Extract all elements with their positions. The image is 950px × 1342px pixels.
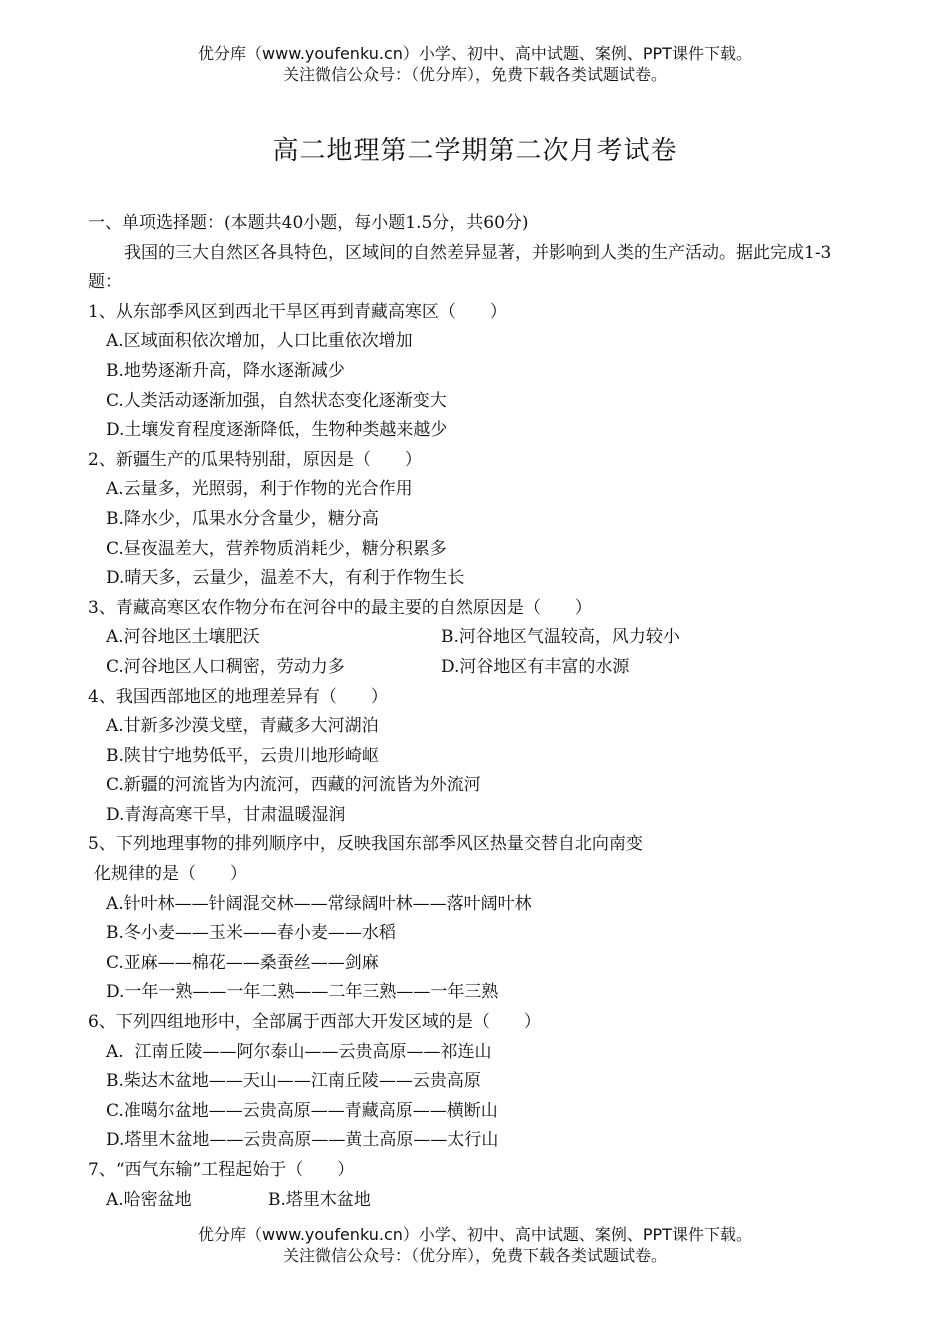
question-stem: 5、下列地理事物的排列顺序中，反映我国东部季风区热量交替自北向南变: [88, 834, 643, 855]
option-b: B.柴达木盆地——天山——江南丘陵——云贵高原: [106, 1071, 481, 1092]
question-stem: 6、下列四组地形中，全部属于西部大开发区域的是（ ）: [88, 1012, 541, 1033]
option-a: A.云量多，光照弱，利于作物的光合作用: [106, 479, 413, 500]
option-d: D.青海高寒干旱，甘肃温暖湿润: [106, 804, 346, 825]
option-a: A.哈密盆地: [106, 1189, 192, 1210]
page-header: [0, 43, 950, 85]
option-c: C.亚麻——棉花——桑蚕丝——剑麻: [106, 952, 379, 973]
option-b: B.地势逐渐升高，降水逐渐减少: [106, 360, 345, 381]
header-line-1: 优分库（www.youfenku.cn）小学、初中、高中试题、案例、PPT课件下载。: [198, 44, 752, 63]
question-stem-continued: 化规律的是（ ）: [94, 864, 247, 885]
option-b: B.降水少，瓜果水分含量少，糖分高: [106, 508, 379, 529]
question-stem: 4、我国西部地区的地理差异有（ ）: [88, 686, 388, 707]
option-row: [88, 623, 863, 653]
option-a: A.区域面积依次增加，人口比重依次增加: [106, 331, 413, 352]
option-a: A. 江南丘陵——阿尔泰山——云贵高原——祁连山: [106, 1041, 492, 1062]
option-b: B.河谷地区气温较高，风力较小: [441, 627, 680, 648]
section-intro: 我国的三大自然区各具特色，区域间的自然差异显著，并影响到人类的生产活动。据此完成1-3题：: [88, 242, 832, 293]
exam-content: [88, 209, 863, 1215]
header-line-2: 关注微信公众号：（优分库），免费下载各类试题试卷。: [282, 65, 667, 84]
page-title: 高二地理第二学期第二次月考试卷: [272, 136, 678, 166]
option-a: A.针叶林——针阔混交林——常绿阔叶林——落叶阔叶林: [106, 893, 532, 914]
option-c: C.河谷地区人口稠密，劳动力多: [106, 656, 345, 677]
option-d: D.一年一熟——一年二熟——二年三熟——一年三熟: [106, 982, 499, 1003]
question-stem: 2、新疆生产的瓜果特别甜，原因是（ ）: [88, 449, 422, 470]
option-c: C.新疆的河流皆为内流河，西藏的河流皆为外流河: [106, 775, 481, 796]
question-stem: 1、从东部季风区到西北干旱区再到青藏高寒区（ ）: [88, 301, 507, 322]
option-a: A.甘新多沙漠戈壁，青藏多大河湖泊: [106, 716, 379, 737]
option-c: C.准噶尔盆地——云贵高原——青藏高原——横断山: [106, 1100, 498, 1121]
option-b: B.塔里木盆地: [268, 1189, 371, 1210]
option-row: [88, 653, 863, 683]
option-c: C.昼夜温差大，营养物质消耗少，糖分积累多: [106, 538, 447, 559]
footer-line-2: 关注微信公众号：（优分库），免费下载各类试题试卷。: [282, 1246, 667, 1265]
option-d: D.土壤发育程度逐渐降低，生物种类越来越少: [106, 420, 448, 441]
option-d: D.晴天多，云量少，温差不大，有利于作物生长: [106, 568, 465, 589]
option-d: D.河谷地区有丰富的水源: [441, 656, 630, 677]
option-b: B.陕甘宁地势低平，云贵川地形崎岖: [106, 745, 379, 766]
option-row: [88, 1186, 863, 1216]
footer-line-1: 优分库（www.youfenku.cn）小学、初中、高中试题、案例、PPT课件下载。: [198, 1225, 752, 1244]
option-b: B.冬小麦——玉米——春小麦——水稻: [106, 923, 396, 944]
section-heading: 一、单项选择题：(本题共40小题，每小题1.5分，共60分): [88, 213, 529, 233]
option-d: D.塔里木盆地——云贵高原——黄土高原——太行山: [106, 1130, 499, 1151]
question-stem: 3、青藏高寒区农作物分布在河谷中的最主要的自然原因是（ ）: [88, 597, 592, 618]
question-stem: 7、“西气东输”工程起始于（ ）: [88, 1160, 355, 1180]
option-c: C.人类活动逐渐加强，自然状态变化逐渐变大: [106, 390, 447, 411]
page-footer: [0, 1224, 950, 1266]
option-a: A.河谷地区土壤肥沃: [106, 627, 260, 648]
